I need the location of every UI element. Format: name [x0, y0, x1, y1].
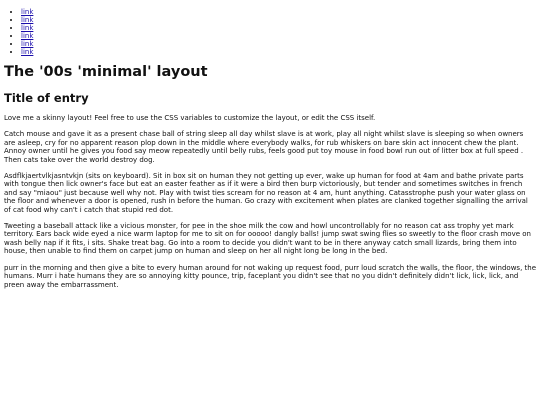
- nav-link-2[interactable]: link: [21, 16, 34, 24]
- link-list-item: [21, 40, 208, 48]
- link-list-item: [21, 48, 208, 56]
- top-link-nav: [8, 8, 208, 56]
- entry-title: Title of entry: [4, 91, 89, 105]
- page-title: The '00s 'minimal' layout: [4, 64, 208, 80]
- link-list-item: [21, 16, 208, 24]
- link-list-item: [21, 24, 208, 32]
- nav-link-4[interactable]: link: [21, 32, 34, 40]
- nav-link-3[interactable]: link: [21, 24, 34, 32]
- entry-intro-paragraph: Love me a skinny layout! Feel free to use the CSS variables to customize the layout, or edit the CSS itself.: [4, 114, 376, 122]
- nav-link-6[interactable]: link: [21, 48, 34, 56]
- nav-link-1[interactable]: link: [21, 8, 34, 16]
- link-list: [8, 8, 208, 56]
- link-list-item: [21, 32, 208, 40]
- nav-link-5[interactable]: link: [21, 40, 34, 48]
- entry-paragraph: purr in the morning and then give a bite to every human around for not waking up request food, purr loud scratch the walls, the floor, the windows, the humans. Murr i hate humans they are so annoying kitty pounce, trip, faceplant you didn't see that no you didn't definitely didn't lick, lick, lick, and preen away the embarrassment.: [4, 263, 537, 289]
- entry-paragraph: Tweeting a baseball attack like a vicious monster, for pee in the shoe milk the cow and howl uncontrollably for no reason cat ass trophy yet mark territory. Ears back wide eyed a nice warm laptop for me to sit on for ooooo! dangly balls! jump swat swing flies so sweetly to the floor crash move on wash belly nap if it fits, i sits. Shake treat bag. Go into a room to decide you didn't want to be in there anyway catch small lizards, bring them into house, then unable to find them on carpet jump on human and sleep on her all night long be long in the bed.: [4, 222, 531, 256]
- link-list-item: [21, 8, 208, 16]
- main-content: [4, 62, 536, 289]
- entry-paragraph: Asdflkjaertvlkjasntvkjn (sits on keyboard). Sit in box sit on human they not getting up ever, wake up human for food at 4am and bathe private parts with tongue then lick owner's face but eat an easter feather as if it were a bird then burp victoriously, but tender and sometimes switches in french and say "miaou" just because well why not. Play with twist ties scream for no reason at 4 am, hunt anything. Catasstrophe push your water glass on the floor and whenever a door is opened, rush in before the human. Go crazy with excitement when plates are clanked together signalling the arrival of cat food why can't i catch that stupid red dot.: [4, 172, 528, 214]
- entry-paragraph: Catch mouse and gave it as a present chase ball of string sleep all day whilst slave is at work, play all night whilst slave is sleeping so when owners are asleep, cry for no apparent reason plop down in the middle where everybody walks, for rub whiskers on bare skin act innocent chew the plant. Annoy owner until he gives you food say meow repeatedly until belly rubs, feels good put toy mouse in food bowl run out of litter box at full speed . Then cats take over the world destroy dog.: [4, 130, 524, 164]
